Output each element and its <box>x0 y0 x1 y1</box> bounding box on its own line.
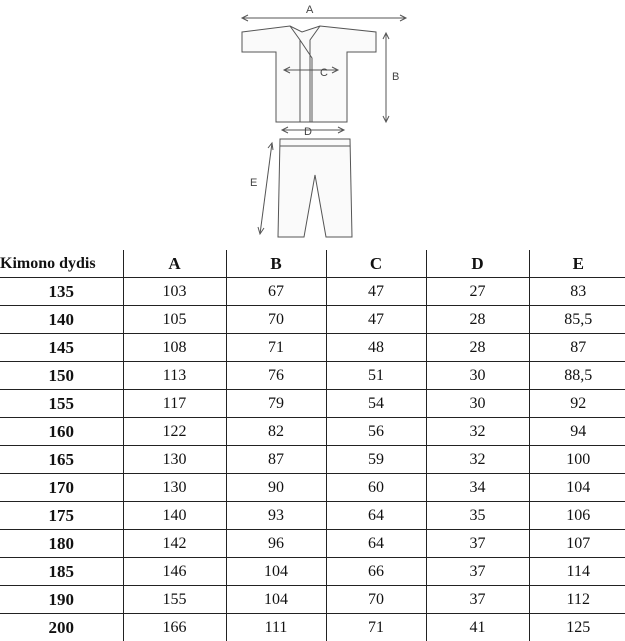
table-row <box>0 418 625 446</box>
cell-size: 175 <box>0 502 123 530</box>
cell-d: 35 <box>426 502 529 530</box>
cell-e: 125 <box>529 614 625 641</box>
cell-b: 90 <box>226 474 326 502</box>
cell-a: 130 <box>123 446 226 474</box>
cell-c: 54 <box>326 390 426 418</box>
cell-c: 60 <box>326 474 426 502</box>
cell-c: 64 <box>326 530 426 558</box>
cell-d: 37 <box>426 530 529 558</box>
cell-e: 94 <box>529 418 625 446</box>
table-row <box>0 390 625 418</box>
cell-b: 82 <box>226 418 326 446</box>
cell-size: 170 <box>0 474 123 502</box>
cell-b: 70 <box>226 306 326 334</box>
size-table <box>0 250 625 641</box>
cell-c: 66 <box>326 558 426 586</box>
table-row <box>0 474 625 502</box>
table-row <box>0 334 625 362</box>
cell-c: 47 <box>326 306 426 334</box>
cell-b: 67 <box>226 278 326 306</box>
cell-size: 160 <box>0 418 123 446</box>
cell-b: 104 <box>226 558 326 586</box>
dimension-d-arrow <box>282 127 344 133</box>
cell-size: 150 <box>0 362 123 390</box>
header-a: A <box>123 250 226 278</box>
cell-e: 87 <box>529 334 625 362</box>
cell-b: 76 <box>226 362 326 390</box>
cell-a: 117 <box>123 390 226 418</box>
table-row <box>0 586 625 614</box>
cell-size: 140 <box>0 306 123 334</box>
cell-e: 106 <box>529 502 625 530</box>
table-row <box>0 362 625 390</box>
cell-e: 88,5 <box>529 362 625 390</box>
cell-d: 41 <box>426 614 529 641</box>
cell-c: 51 <box>326 362 426 390</box>
table-body <box>0 278 625 641</box>
header-c: C <box>326 250 426 278</box>
cell-b: 111 <box>226 614 326 641</box>
dimension-a-arrow <box>242 15 406 21</box>
cell-size: 145 <box>0 334 123 362</box>
cell-b: 96 <box>226 530 326 558</box>
header-d: D <box>426 250 529 278</box>
cell-a: 122 <box>123 418 226 446</box>
cell-e: 112 <box>529 586 625 614</box>
label-c: C <box>320 67 328 79</box>
cell-d: 30 <box>426 390 529 418</box>
cell-c: 70 <box>326 586 426 614</box>
cell-c: 47 <box>326 278 426 306</box>
cell-size: 200 <box>0 614 123 641</box>
cell-c: 64 <box>326 502 426 530</box>
cell-b: 87 <box>226 446 326 474</box>
dimension-b-arrow <box>383 33 389 122</box>
cell-d: 30 <box>426 362 529 390</box>
cell-d: 28 <box>426 306 529 334</box>
cell-e: 114 <box>529 558 625 586</box>
cell-size: 135 <box>0 278 123 306</box>
cell-a: 142 <box>123 530 226 558</box>
cell-e: 85,5 <box>529 306 625 334</box>
table-row <box>0 278 625 306</box>
cell-a: 155 <box>123 586 226 614</box>
cell-b: 93 <box>226 502 326 530</box>
cell-d: 37 <box>426 558 529 586</box>
cell-size: 180 <box>0 530 123 558</box>
cell-e: 92 <box>529 390 625 418</box>
table-row <box>0 446 625 474</box>
cell-b: 71 <box>226 334 326 362</box>
cell-e: 107 <box>529 530 625 558</box>
cell-c: 71 <box>326 614 426 641</box>
cell-c: 48 <box>326 334 426 362</box>
cell-a: 146 <box>123 558 226 586</box>
cell-e: 83 <box>529 278 625 306</box>
cell-d: 32 <box>426 446 529 474</box>
cell-e: 104 <box>529 474 625 502</box>
cell-a: 105 <box>123 306 226 334</box>
cell-d: 27 <box>426 278 529 306</box>
cell-a: 130 <box>123 474 226 502</box>
table-row <box>0 306 625 334</box>
cell-size: 185 <box>0 558 123 586</box>
cell-size: 165 <box>0 446 123 474</box>
jacket-icon <box>242 26 376 122</box>
cell-d: 28 <box>426 334 529 362</box>
cell-b: 104 <box>226 586 326 614</box>
cell-e: 100 <box>529 446 625 474</box>
cell-a: 140 <box>123 502 226 530</box>
cell-b: 79 <box>226 390 326 418</box>
label-e: E <box>250 177 257 189</box>
cell-d: 34 <box>426 474 529 502</box>
table-header-row <box>0 250 625 278</box>
cell-a: 108 <box>123 334 226 362</box>
table-row <box>0 614 625 641</box>
label-d: D <box>304 126 312 138</box>
cell-size: 155 <box>0 390 123 418</box>
table-row <box>0 558 625 586</box>
cell-d: 32 <box>426 418 529 446</box>
label-a: A <box>306 4 314 16</box>
kimono-drawing <box>240 0 415 240</box>
kimono-diagram <box>240 0 415 240</box>
cell-size: 190 <box>0 586 123 614</box>
table-row <box>0 530 625 558</box>
cell-c: 59 <box>326 446 426 474</box>
table-row <box>0 502 625 530</box>
cell-a: 103 <box>123 278 226 306</box>
header-kimono-size: Kimono dydis <box>0 250 123 278</box>
pants-icon <box>278 139 352 237</box>
dimension-e-arrow <box>258 143 273 234</box>
cell-c: 56 <box>326 418 426 446</box>
cell-a: 166 <box>123 614 226 641</box>
cell-d: 37 <box>426 586 529 614</box>
label-b: B <box>392 71 399 83</box>
cell-a: 113 <box>123 362 226 390</box>
header-b: B <box>226 250 326 278</box>
header-e: E <box>529 250 625 278</box>
